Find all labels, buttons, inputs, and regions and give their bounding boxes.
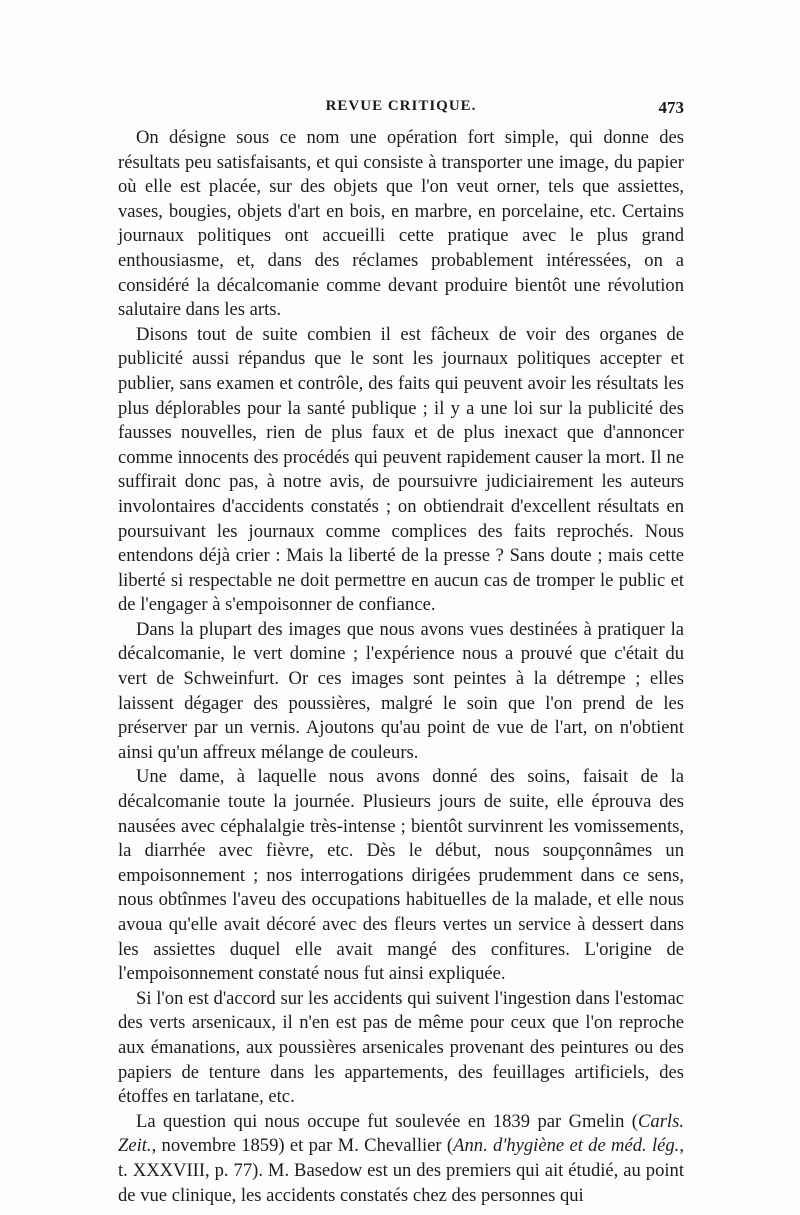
running-head: REVUE CRITIQUE. [325,98,477,114]
paragraph-arsenical-emanations: Si l'on est d'accord sur les accidents qui suivent l'ingestion dans l'estomac des verts arsenicaux, il n'en est pas de même pour ceux que l'on reproche aux émanations, aux poussières arsenicales provenant des peintures ou des papiers de tenture dans les appartements, des feuillages artificiels, des étoffes en tarlatane, etc. [118,987,684,1108]
paragraph-press-responsibility: Disons tout de suite combien il est fâcheux de voir des organes de publicité aussi répandus que le sont les journaux politiques accepter et publier, sans examen et contrôle, des faits qui peuvent avoir les résultats les plus déplorables pour la santé publique ; il y a une loi sur la publicité des fausses nouvelles, rien de plus faux et de plus inexact que d'annoncer comme innocents des procédés qui peuvent rapidement causer la mort. Il ne suffirait donc pas, à notre avis, de poursuivre judiciairement les auteurs involontaires d'accidents constatés ; on obtiendrait d'excellent résultats en poursuivant les journaux comme complices des faits reprochés. Nous entendons déjà crier : Mais la liberté de la presse ? Sans doute ; mais cette liberté si respectable ne doit permettre en aucun cas de tromper le public et de l'engager à s'empoisonner de confiance. [118,323,684,616]
body-text [118,126,684,1208]
reference-text-part-1: La question qui nous occupe fut soulevée en 1839 par Gmelin ( [136,1110,638,1132]
reference-text-part-2: , novembre 1859) et par M. Chevallier ( [151,1135,454,1157]
reference-text-part-3: , t. XXXVIII, p. 77). M. Basedow est un des premiers qui ait étudié, au point de vue clinique, les accidents constatés chez des personnes qui [118,1135,684,1206]
citation-carls-zeit: Carls. Zeit. [118,1110,684,1157]
page-header [118,98,684,122]
paragraph-case-report: Une dame, à laquelle nous avons donné des soins, faisait de la décalcomanie toute la journée. Plusieurs jours de suite, elle éprouva des nausées avec céphalalgie très-intense ; bientôt survinrent les vomissements, la diarrhée avec fièvre, etc. Dès le début, nous soupçonnâmes un empoisonnement ; nos interrogations dirigées prudemment dans ce sens, nous obtînmes l'aveu des occupations habituelles de la malade, et elle nous avoua qu'elle avait décoré avec des fleurs vertes un service à dessert dans les assiettes duquel elle avait mangé des confitures. L'origine de l'empoisonnement constaté nous fut ainsi expliquée. [118,766,684,985]
paragraph-historical-references [118,1110,684,1208]
paragraph-schweinfurt-green: Dans la plupart des images que nous avons vues destinées à pratiquer la décalcomanie, le vert domine ; l'expérience nous a prouvé que c'était du vert de Schweinfurt. Or ces images sont peintes à la détrempe ; elles laissent dégager des poussières, malgré le soin que l'on prend de les préserver par un vernis. Ajoutons qu'au point de vue de l'art, on n'obtient ainsi qu'un affreux mélange de couleurs. [118,618,684,763]
citation-annales-hygiene: Ann. d'hygiène et de méd. lég. [453,1135,680,1157]
page-number: 473 [658,98,684,117]
paragraph-decalcomanie-definition: On désigne sous ce nom une opération fort simple, qui donne des résultats peu satisfaisants, et qui consiste à transporter une image, du papier où elle est placée, sur des objets que l'on veut orner, tels que assiettes, vases, bougies, objets d'art en bois, en marbre, en porcelaine, etc. Certains journaux politiques ont accueilli cette pratique avec le plus grand enthousiasme, et, dans des réclames probablement intéressées, on a considéré la décalcomanie comme devant produire bientôt une révolution salutaire dans les arts. [118,127,684,321]
